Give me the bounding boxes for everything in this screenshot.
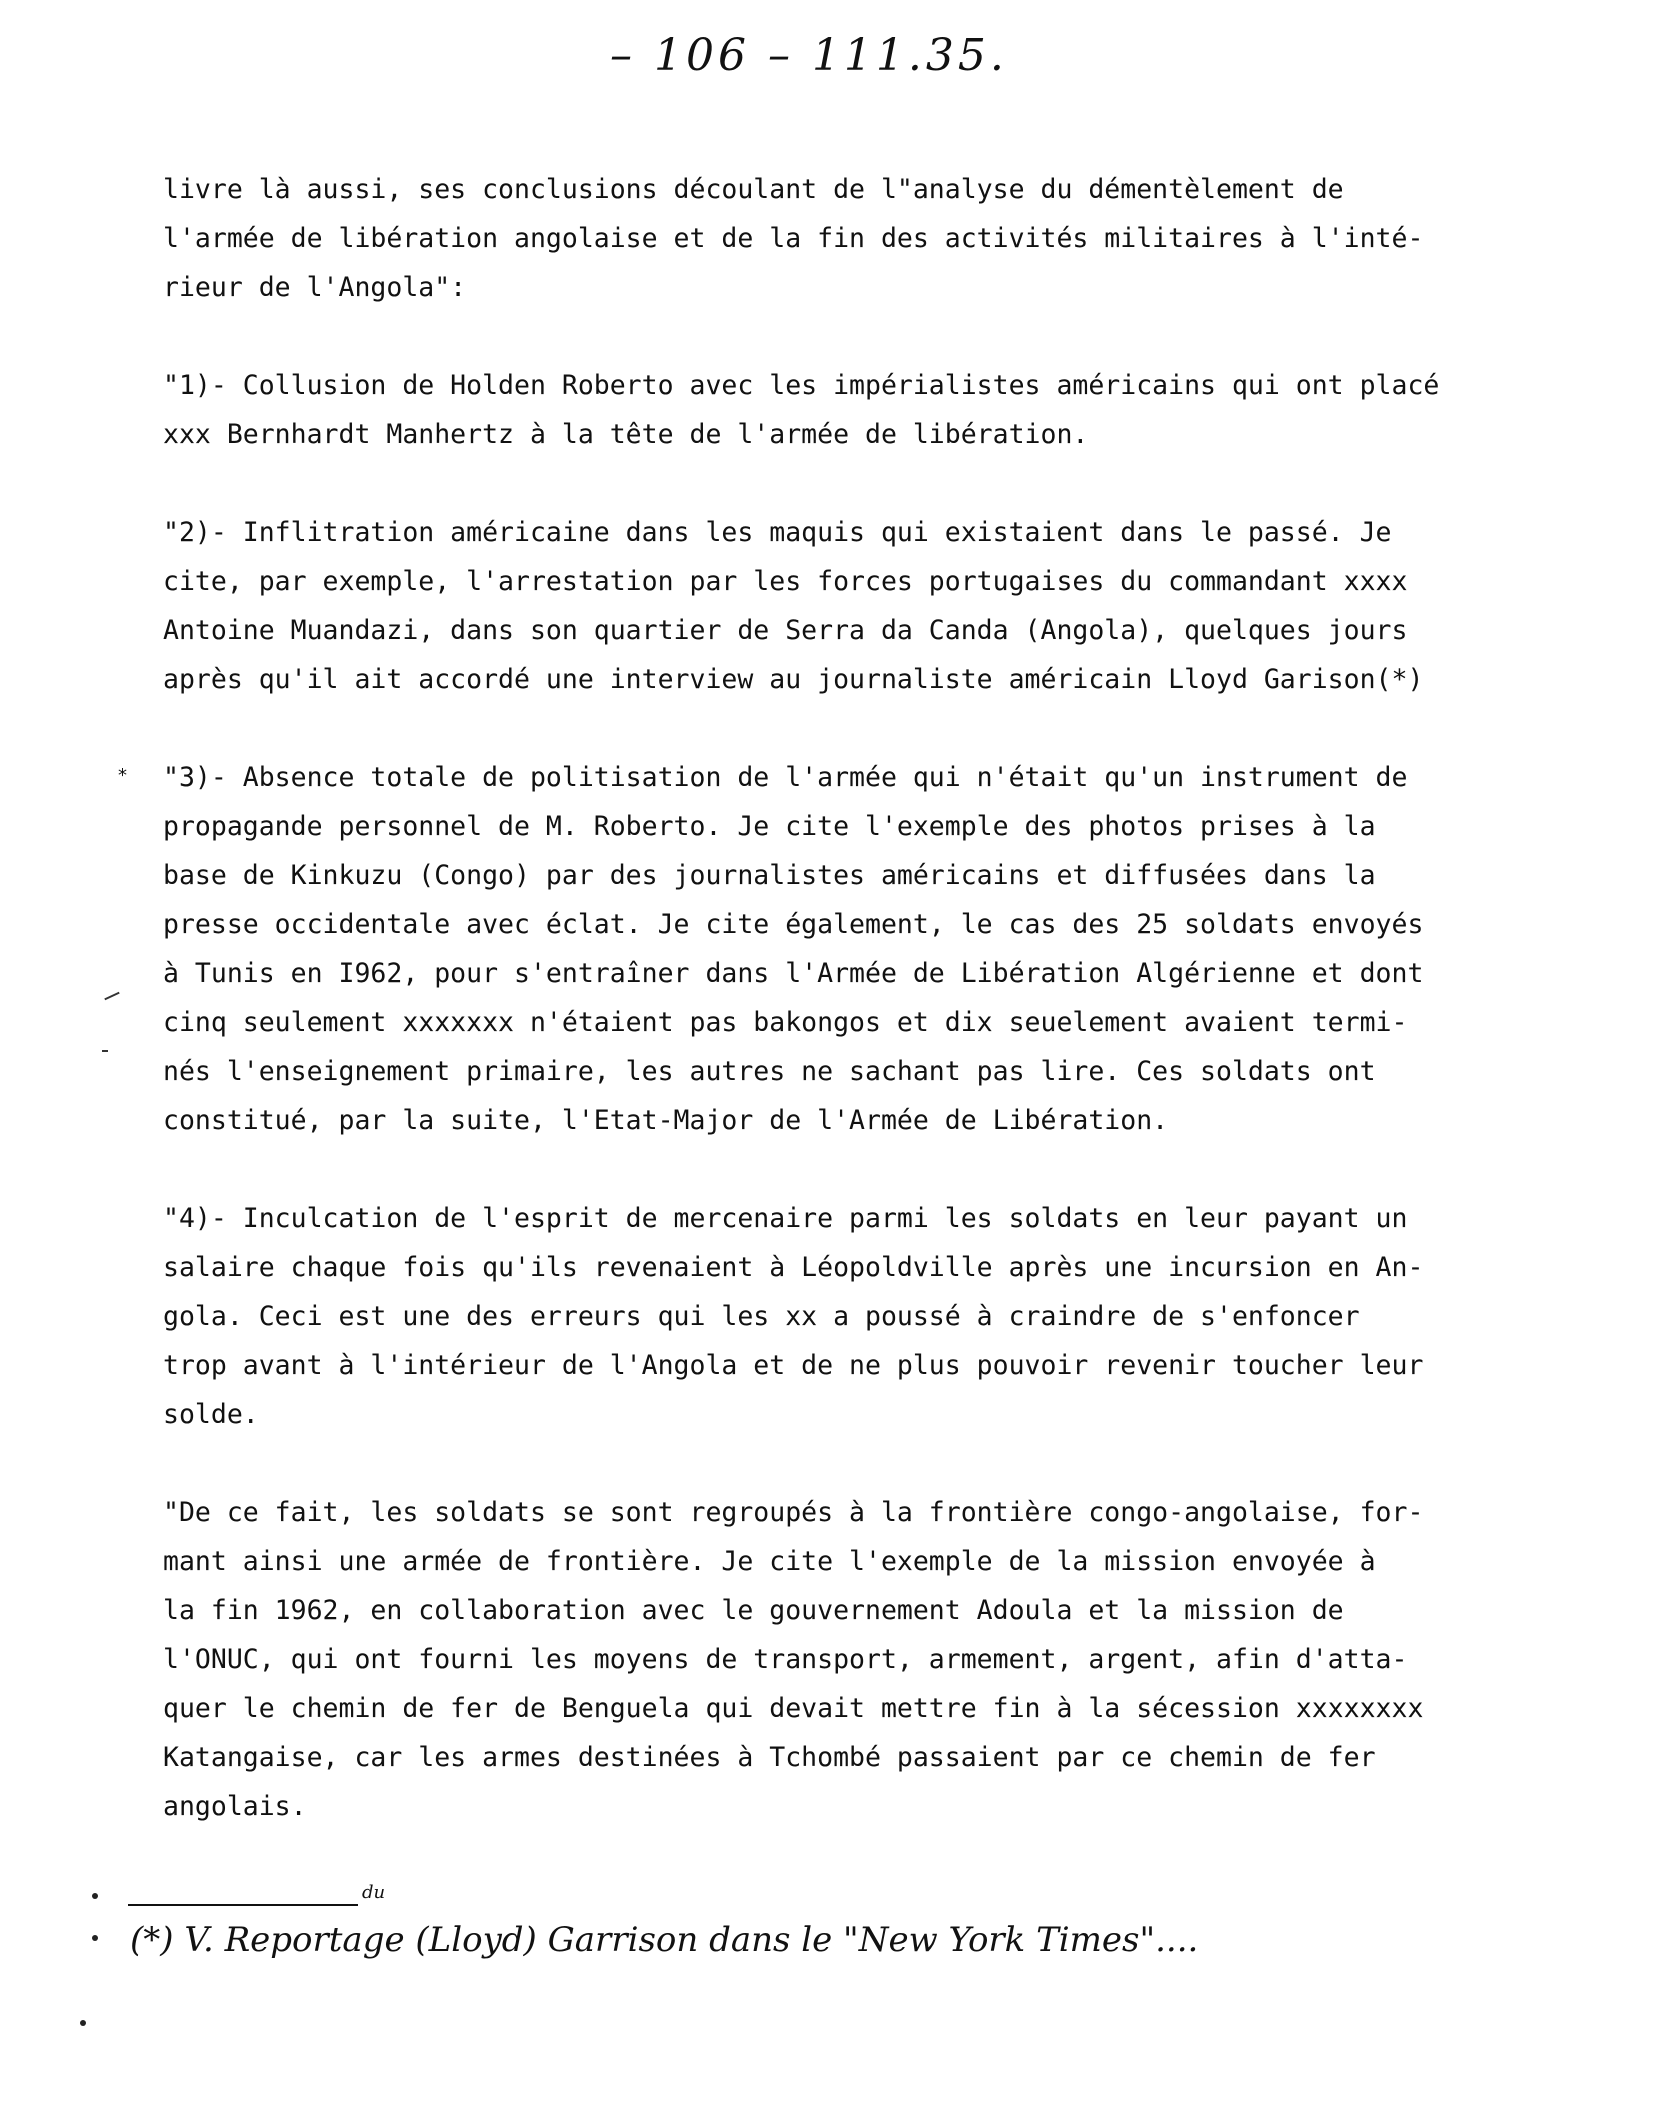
document-body [163, 165, 1633, 1880]
page-number: – 106 – 111.35. [610, 30, 1008, 81]
text-line: "1)- Collusion de Holden Roberto avec les impérialistes américains qui ont placé [163, 370, 1440, 401]
text-line: à Tunis en I962, pour s'entraîner dans l'Armée de Libération Algérienne et dont [163, 958, 1424, 989]
margin-pencil-mark [104, 992, 119, 1001]
footnote-separator [128, 1904, 358, 1906]
text-line: propagande personnel de M. Roberto. Je cite l'exemple des photos prises à la [163, 811, 1376, 842]
text-line: "3)- Absence totale de politisation de l'armée qui n'était qu'un instrument de [163, 762, 1408, 793]
text-line: rieur de l'Angola": [163, 272, 467, 303]
paragraph-point-2 [163, 508, 1633, 704]
text-line: Katangaise, car les armes destinées à Tchombé passaient par ce chemin de fer [163, 1742, 1376, 1773]
margin-dot [92, 1893, 98, 1899]
text-line: "De ce fait, les soldats se sont regroupés à la frontière congo-angolaise, for- [163, 1497, 1424, 1528]
text-line: livre là aussi, ses conclusions découlant de l"analyse du démentèlement de [163, 174, 1344, 205]
footnote-insertion: du [362, 1882, 386, 1903]
text-line: l'ONUC, qui ont fourni les moyens de transport, armement, argent, afin d'atta- [163, 1644, 1408, 1675]
text-line: après qu'il ait accordé une interview au journaliste américain Lloyd Garison(*) [163, 664, 1424, 695]
paragraph-conclusion [163, 1488, 1633, 1831]
text-line: solde. [163, 1399, 259, 1430]
text-line: presse occidentale avec éclat. Je cite également, le cas des 25 soldats envoyés [163, 909, 1424, 940]
text-line: cinq seulement xxxxxxx n'étaient pas bakongos et dix seuelement avaient termi- [163, 1007, 1408, 1038]
margin-dot [92, 1935, 98, 1941]
paragraph-point-3 [163, 753, 1633, 1145]
margin-pencil-mark [102, 1050, 108, 1052]
margin-marker: * [118, 765, 127, 786]
text-line: "4)- Inculcation de l'esprit de mercenaire parmi les soldats en leur payant un [163, 1203, 1408, 1234]
paragraph-point-4 [163, 1194, 1633, 1439]
text-line: mant ainsi une armée de frontière. Je cite l'exemple de la mission envoyée à [163, 1546, 1376, 1577]
text-line: l'armée de libération angolaise et de la fin des activités militaires à l'inté- [163, 223, 1424, 254]
text-line: nés l'enseignement primaire, les autres ne sachant pas lire. Ces soldats ont [163, 1056, 1376, 1087]
footnote: (*) V. Reportage (Lloyd) Garrison dans le "New York Times".... [130, 1920, 1199, 1960]
text-line: angolais. [163, 1791, 307, 1822]
text-line: la fin 1962, en collaboration avec le gouvernement Adoula et la mission de [163, 1595, 1344, 1626]
paragraph-point-1 [163, 361, 1633, 459]
text-line: Antoine Muandazi, dans son quartier de Serra da Canda (Angola), quelques jours [163, 615, 1408, 646]
text-line: base de Kinkuzu (Congo) par des journalistes américains et diffusées dans la [163, 860, 1376, 891]
text-line: "2)- Inflitration américaine dans les maquis qui existaient dans le passé. Je [163, 517, 1392, 548]
text-line: quer le chemin de fer de Benguela qui devait mettre fin à la sécession xxxxxxxx [163, 1693, 1424, 1724]
text-line: cite, par exemple, l'arrestation par les forces portugaises du commandant xxxx [163, 566, 1408, 597]
text-line: gola. Ceci est une des erreurs qui les xx a poussé à craindre de s'enfoncer [163, 1301, 1360, 1332]
margin-dot [80, 2020, 86, 2026]
text-line: trop avant à l'intérieur de l'Angola et de ne plus pouvoir revenir toucher leur [163, 1350, 1424, 1381]
paragraph-intro [163, 165, 1633, 312]
text-line: constitué, par la suite, l'Etat-Major de l'Armée de Libération. [163, 1105, 1169, 1136]
text-line: salaire chaque fois qu'ils revenaient à Léopoldville après une incursion en An- [163, 1252, 1424, 1283]
text-line: xxx Bernhardt Manhertz à la tête de l'armée de libération. [163, 419, 1089, 450]
